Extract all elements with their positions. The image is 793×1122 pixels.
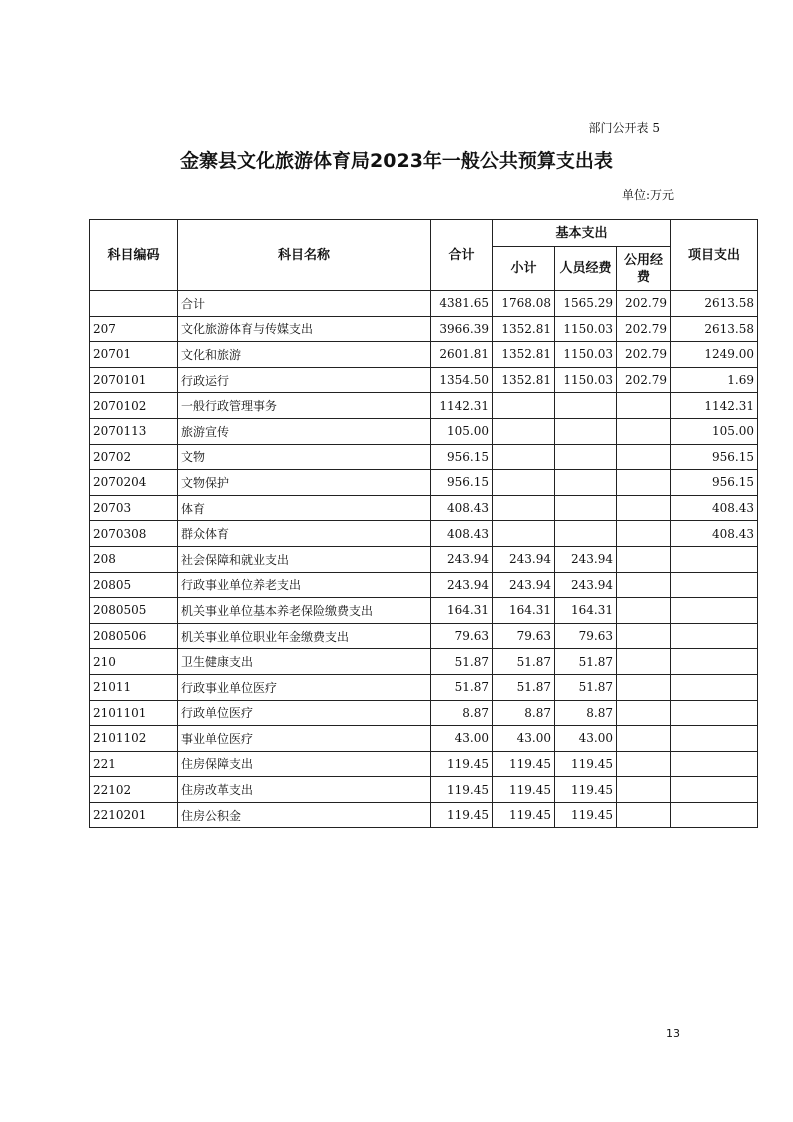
table-body [90, 291, 758, 828]
cell-subtotal: 119.45 [493, 751, 555, 777]
cell-project: 408.43 [671, 521, 758, 547]
cell-code: 21011 [90, 674, 178, 700]
cell-subtotal: 1768.08 [493, 291, 555, 317]
cell-name: 卫生健康支出 [178, 649, 431, 675]
cell-personnel: 51.87 [555, 674, 617, 700]
cell-name: 住房改革支出 [178, 777, 431, 803]
header-total: 合计 [431, 220, 493, 291]
cell-name: 事业单位医疗 [178, 726, 431, 752]
cell-personnel: 243.94 [555, 572, 617, 598]
cell-name: 文化旅游体育与传媒支出 [178, 316, 431, 342]
cell-subtotal: 164.31 [493, 598, 555, 624]
cell-personnel: 1150.03 [555, 342, 617, 368]
cell-subtotal: 1352.81 [493, 367, 555, 393]
cell-project [671, 546, 758, 572]
page-title: 金寨县文化旅游体育局2023年一般公共预算支出表 [180, 150, 613, 172]
cell-total: 3966.39 [431, 316, 493, 342]
table-label: 部门公开表 5 [588, 121, 660, 135]
table-row [90, 700, 758, 726]
cell-subtotal: 1352.81 [493, 316, 555, 342]
table-row [90, 342, 758, 368]
cell-name: 行政单位医疗 [178, 700, 431, 726]
cell-code: 20702 [90, 444, 178, 470]
cell-personnel: 79.63 [555, 623, 617, 649]
cell-name: 行政事业单位养老支出 [178, 572, 431, 598]
table-row [90, 777, 758, 803]
cell-project [671, 751, 758, 777]
cell-public [617, 470, 671, 496]
cell-code: 2070113 [90, 418, 178, 444]
cell-personnel [555, 495, 617, 521]
cell-code: 20701 [90, 342, 178, 368]
cell-code: 2070204 [90, 470, 178, 496]
cell-personnel: 43.00 [555, 726, 617, 752]
cell-public [617, 444, 671, 470]
cell-personnel: 119.45 [555, 802, 617, 828]
cell-personnel [555, 521, 617, 547]
cell-public [617, 802, 671, 828]
cell-name: 住房保障支出 [178, 751, 431, 777]
cell-code: 207 [90, 316, 178, 342]
table-row [90, 598, 758, 624]
cell-personnel: 119.45 [555, 751, 617, 777]
cell-project: 1142.31 [671, 393, 758, 419]
cell-public: 202.79 [617, 316, 671, 342]
budget-table [89, 219, 758, 828]
cell-total: 164.31 [431, 598, 493, 624]
cell-total: 1142.31 [431, 393, 493, 419]
cell-subtotal [493, 470, 555, 496]
table-row [90, 393, 758, 419]
cell-project: 2613.58 [671, 316, 758, 342]
cell-total: 243.94 [431, 546, 493, 572]
cell-public [617, 649, 671, 675]
cell-name: 社会保障和就业支出 [178, 546, 431, 572]
cell-code: 2070101 [90, 367, 178, 393]
header-personnel: 人员经费 [555, 247, 617, 291]
cell-project [671, 572, 758, 598]
cell-personnel: 1150.03 [555, 316, 617, 342]
cell-code: 2101102 [90, 726, 178, 752]
cell-project: 105.00 [671, 418, 758, 444]
cell-public [617, 598, 671, 624]
cell-subtotal: 243.94 [493, 546, 555, 572]
cell-public [617, 726, 671, 752]
cell-subtotal [493, 393, 555, 419]
cell-total: 51.87 [431, 674, 493, 700]
cell-project: 1249.00 [671, 342, 758, 368]
cell-total: 43.00 [431, 726, 493, 752]
cell-name: 一般行政管理事务 [178, 393, 431, 419]
cell-code: 22102 [90, 777, 178, 803]
cell-code: 20805 [90, 572, 178, 598]
cell-name: 住房公积金 [178, 802, 431, 828]
cell-subtotal: 79.63 [493, 623, 555, 649]
table-row [90, 367, 758, 393]
cell-subtotal: 43.00 [493, 726, 555, 752]
cell-project: 2613.58 [671, 291, 758, 317]
cell-name: 文化和旅游 [178, 342, 431, 368]
cell-project [671, 777, 758, 803]
table-row [90, 546, 758, 572]
cell-total: 119.45 [431, 751, 493, 777]
cell-name: 体育 [178, 495, 431, 521]
cell-code: 208 [90, 546, 178, 572]
cell-total: 956.15 [431, 470, 493, 496]
cell-total: 243.94 [431, 572, 493, 598]
cell-name: 行政运行 [178, 367, 431, 393]
cell-subtotal: 8.87 [493, 700, 555, 726]
cell-name: 旅游宣传 [178, 418, 431, 444]
cell-code: 2080506 [90, 623, 178, 649]
cell-public [617, 751, 671, 777]
cell-code: 210 [90, 649, 178, 675]
cell-project: 956.15 [671, 470, 758, 496]
cell-code: 20703 [90, 495, 178, 521]
table-row [90, 572, 758, 598]
cell-personnel: 164.31 [555, 598, 617, 624]
cell-name: 文物 [178, 444, 431, 470]
cell-public [617, 546, 671, 572]
cell-subtotal: 1352.81 [493, 342, 555, 368]
cell-subtotal [493, 444, 555, 470]
cell-code: 2210201 [90, 802, 178, 828]
cell-personnel [555, 393, 617, 419]
cell-total: 8.87 [431, 700, 493, 726]
cell-personnel: 119.45 [555, 777, 617, 803]
table-row [90, 802, 758, 828]
cell-project [671, 700, 758, 726]
table-row [90, 418, 758, 444]
cell-public [617, 623, 671, 649]
header-subtotal: 小计 [493, 247, 555, 291]
cell-code [90, 291, 178, 317]
cell-subtotal: 51.87 [493, 649, 555, 675]
header-public: 公用经费 [617, 247, 671, 291]
cell-total: 408.43 [431, 521, 493, 547]
cell-personnel [555, 470, 617, 496]
cell-project [671, 623, 758, 649]
cell-total: 4381.65 [431, 291, 493, 317]
cell-subtotal: 243.94 [493, 572, 555, 598]
cell-public [617, 674, 671, 700]
cell-subtotal: 119.45 [493, 802, 555, 828]
cell-public: 202.79 [617, 291, 671, 317]
table-row [90, 521, 758, 547]
cell-name: 行政事业单位医疗 [178, 674, 431, 700]
cell-code: 2101101 [90, 700, 178, 726]
cell-total: 105.00 [431, 418, 493, 444]
header-code: 科目编码 [90, 220, 178, 291]
table-row [90, 674, 758, 700]
cell-subtotal: 51.87 [493, 674, 555, 700]
cell-public [617, 393, 671, 419]
cell-personnel: 243.94 [555, 546, 617, 572]
cell-total: 119.45 [431, 802, 493, 828]
cell-project [671, 802, 758, 828]
table-row [90, 470, 758, 496]
cell-public [617, 572, 671, 598]
cell-total: 2601.81 [431, 342, 493, 368]
cell-subtotal [493, 521, 555, 547]
cell-project [671, 726, 758, 752]
cell-project [671, 598, 758, 624]
cell-code: 2070308 [90, 521, 178, 547]
cell-subtotal [493, 418, 555, 444]
table-row [90, 649, 758, 675]
cell-total: 408.43 [431, 495, 493, 521]
cell-public [617, 521, 671, 547]
cell-project [671, 674, 758, 700]
header-basic: 基本支出 [493, 220, 671, 247]
cell-name: 机关事业单位职业年金缴费支出 [178, 623, 431, 649]
cell-personnel: 51.87 [555, 649, 617, 675]
table-row [90, 316, 758, 342]
cell-name: 文物保护 [178, 470, 431, 496]
cell-public [617, 495, 671, 521]
cell-public [617, 418, 671, 444]
table-row [90, 291, 758, 317]
cell-public [617, 700, 671, 726]
cell-public: 202.79 [617, 342, 671, 368]
cell-code: 2080505 [90, 598, 178, 624]
cell-total: 1354.50 [431, 367, 493, 393]
cell-personnel: 8.87 [555, 700, 617, 726]
table-row [90, 726, 758, 752]
cell-personnel: 1150.03 [555, 367, 617, 393]
cell-public [617, 777, 671, 803]
cell-project: 408.43 [671, 495, 758, 521]
cell-personnel [555, 444, 617, 470]
cell-project [671, 649, 758, 675]
cell-personnel [555, 418, 617, 444]
unit-label: 单位:万元 [621, 188, 674, 202]
table-row [90, 444, 758, 470]
cell-subtotal [493, 495, 555, 521]
cell-total: 956.15 [431, 444, 493, 470]
cell-total: 51.87 [431, 649, 493, 675]
cell-personnel: 1565.29 [555, 291, 617, 317]
cell-code: 2070102 [90, 393, 178, 419]
cell-name: 机关事业单位基本养老保险缴费支出 [178, 598, 431, 624]
cell-code: 221 [90, 751, 178, 777]
cell-name: 群众体育 [178, 521, 431, 547]
cell-total: 79.63 [431, 623, 493, 649]
cell-name: 合计 [178, 291, 431, 317]
cell-public: 202.79 [617, 367, 671, 393]
cell-project: 956.15 [671, 444, 758, 470]
header-name: 科目名称 [178, 220, 431, 291]
table-row [90, 751, 758, 777]
table-row [90, 623, 758, 649]
cell-total: 119.45 [431, 777, 493, 803]
cell-project: 1.69 [671, 367, 758, 393]
page-number: 13 [666, 1027, 680, 1040]
table-row [90, 495, 758, 521]
cell-subtotal: 119.45 [493, 777, 555, 803]
header-project: 项目支出 [671, 220, 758, 291]
